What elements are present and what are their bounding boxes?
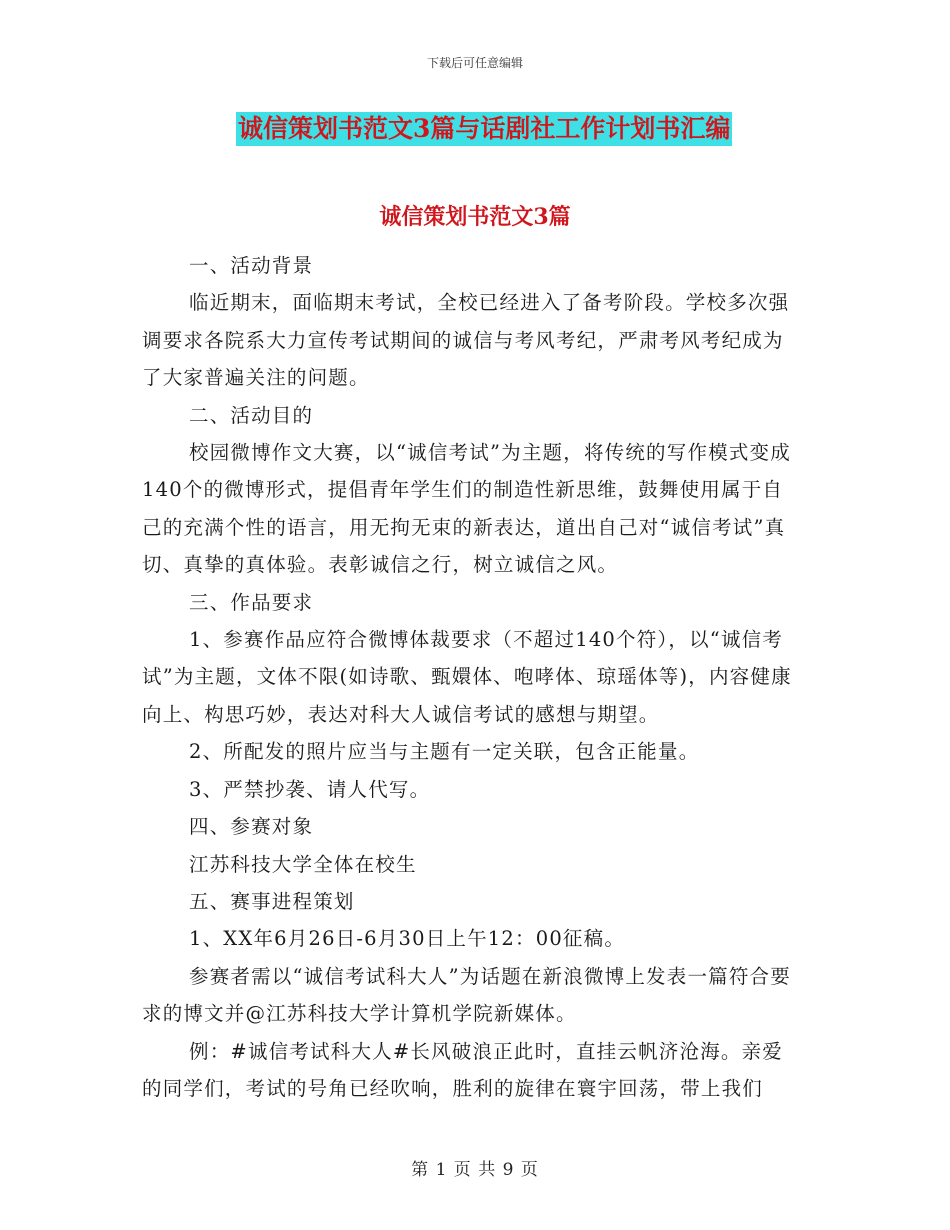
main-title: 诚信策划书范文3篇与话剧社工作计划书汇编 [236, 112, 732, 146]
requirement-item-1: 1、参赛作品应符合微博体裁要求（不超过140个符），以“诚信考试”为主题，文体不限(如诗歌、甄嬛体、咆哮体、琼瑶体等)，内容健康向上、构思巧妙，表达对科大人诚信考试的感想与期望。 [142, 628, 792, 726]
paragraph-background: 临近期末，面临期末考试，全校已经进入了备考阶段。学校多次强调要求各院系大力宣传考试期间的诚信与考风考纪，严肃考风考纪成为了大家普遍关注的问题。 [142, 291, 790, 390]
requirement-item-3: 3、严禁抄袭、请人代写。 [189, 777, 431, 801]
requirement-item-2: 2、所配发的照片应当与主题有一定关联，包含正能量。 [189, 740, 700, 764]
page-footer: 第 1 页 共 9 页 [411, 1160, 539, 1180]
document-body [142, 247, 802, 1107]
heading-requirements: 三、作品要求 [189, 590, 314, 614]
heading-participants: 四、参赛对象 [189, 815, 314, 839]
section-title: 诚信策划书范文3篇 [379, 204, 571, 230]
heading-schedule: 五、赛事进程策划 [189, 889, 355, 913]
heading-purpose: 二、活动目的 [189, 403, 314, 427]
header-note: 下载后可任意编辑 [426, 56, 523, 70]
paragraph-participants: 江苏科技大学全体在校生 [189, 852, 417, 876]
schedule-item-1: 1、XX年6月26日-6月30日上午12：00征稿。 [189, 927, 626, 951]
paragraph-purpose: 校园微博作文大赛，以“诚信考试”为主题，将传统的写作模式变成140个的微博形式，提倡青年学生们的制造性新思维，鼓舞使用属于自己的充满个性的语言，用无拘无束的新表达，道出自己对“诚信考试”真切、真挚的真体验。表彰诚信之行，树立诚信之风。 [142, 441, 791, 577]
heading-background: 一、活动背景 [189, 254, 314, 277]
paragraph-example: 例：#诚信考试科大人#长风破浪正此时，直挂云帆济沧海。亲爱的同学们，考试的号角已经吹响，胜利的旋律在寰宇回荡，带上我们 [142, 1039, 783, 1100]
paragraph-submission: 参赛者需以“诚信考试科大人”为话题在新浪微博上发表一篇符合要求的博文并@江苏科技大学计算机学院新媒体。 [142, 964, 791, 1026]
